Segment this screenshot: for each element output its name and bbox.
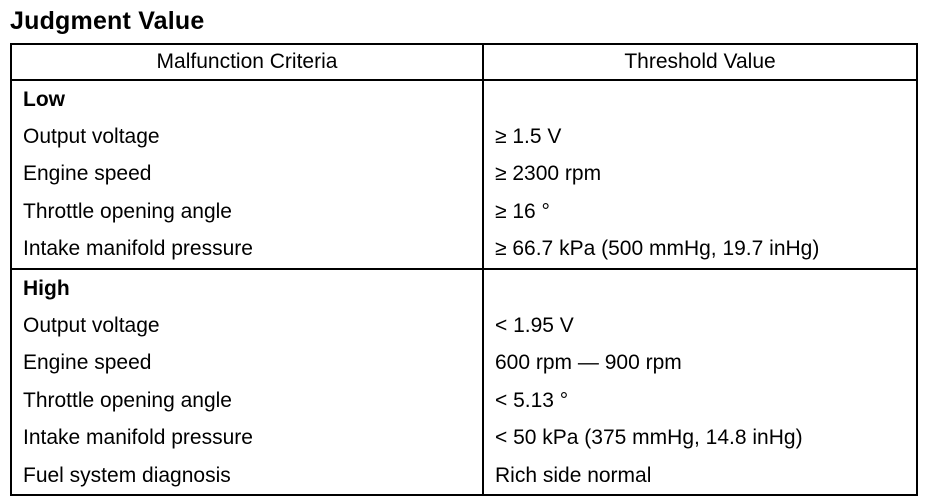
group-header-row bbox=[11, 269, 917, 307]
criteria-cell: Intake manifold pressure bbox=[11, 420, 483, 457]
table-row bbox=[11, 231, 917, 269]
threshold-cell: ≥ 16 ° bbox=[483, 193, 917, 230]
criteria-cell: Fuel system diagnosis bbox=[11, 457, 483, 495]
table-row bbox=[11, 457, 917, 495]
threshold-cell: 600 rpm — 900 rpm bbox=[483, 345, 917, 382]
criteria-cell: Throttle opening angle bbox=[11, 382, 483, 419]
threshold-cell: ≥ 66.7 kPa (500 mmHg, 19.7 inHg) bbox=[483, 231, 917, 269]
table-row bbox=[11, 193, 917, 230]
criteria-cell: Intake manifold pressure bbox=[11, 231, 483, 269]
threshold-cell: < 50 kPa (375 mmHg, 14.8 inHg) bbox=[483, 420, 917, 457]
column-header-malfunction-criteria: Malfunction Criteria bbox=[11, 44, 483, 80]
threshold-cell: ≥ 2300 rpm bbox=[483, 156, 917, 193]
page-title: Judgment Value bbox=[10, 7, 205, 35]
table-row bbox=[11, 420, 917, 457]
table-row bbox=[11, 382, 917, 419]
group-label-low: Low bbox=[11, 80, 483, 118]
threshold-cell: < 5.13 ° bbox=[483, 382, 917, 419]
threshold-cell: < 1.95 V bbox=[483, 307, 917, 344]
table-row bbox=[11, 156, 917, 193]
criteria-cell: Throttle opening angle bbox=[11, 193, 483, 230]
table-row bbox=[11, 345, 917, 382]
column-header-threshold-value: Threshold Value bbox=[483, 44, 917, 80]
group-header-empty-cell bbox=[483, 269, 917, 307]
threshold-cell: ≥ 1.5 V bbox=[483, 118, 917, 155]
group-high bbox=[11, 269, 917, 495]
criteria-cell: Engine speed bbox=[11, 345, 483, 382]
criteria-cell: Output voltage bbox=[11, 307, 483, 344]
threshold-cell: Rich side normal bbox=[483, 457, 917, 495]
group-header-row bbox=[11, 80, 917, 118]
judgment-value-table bbox=[10, 43, 918, 496]
table-row bbox=[11, 307, 917, 344]
group-label-high: High bbox=[11, 269, 483, 307]
criteria-cell: Engine speed bbox=[11, 156, 483, 193]
criteria-cell: Output voltage bbox=[11, 118, 483, 155]
group-header-empty-cell bbox=[483, 80, 917, 118]
group-low bbox=[11, 80, 917, 269]
table-row bbox=[11, 118, 917, 155]
table-header-row bbox=[11, 44, 917, 80]
